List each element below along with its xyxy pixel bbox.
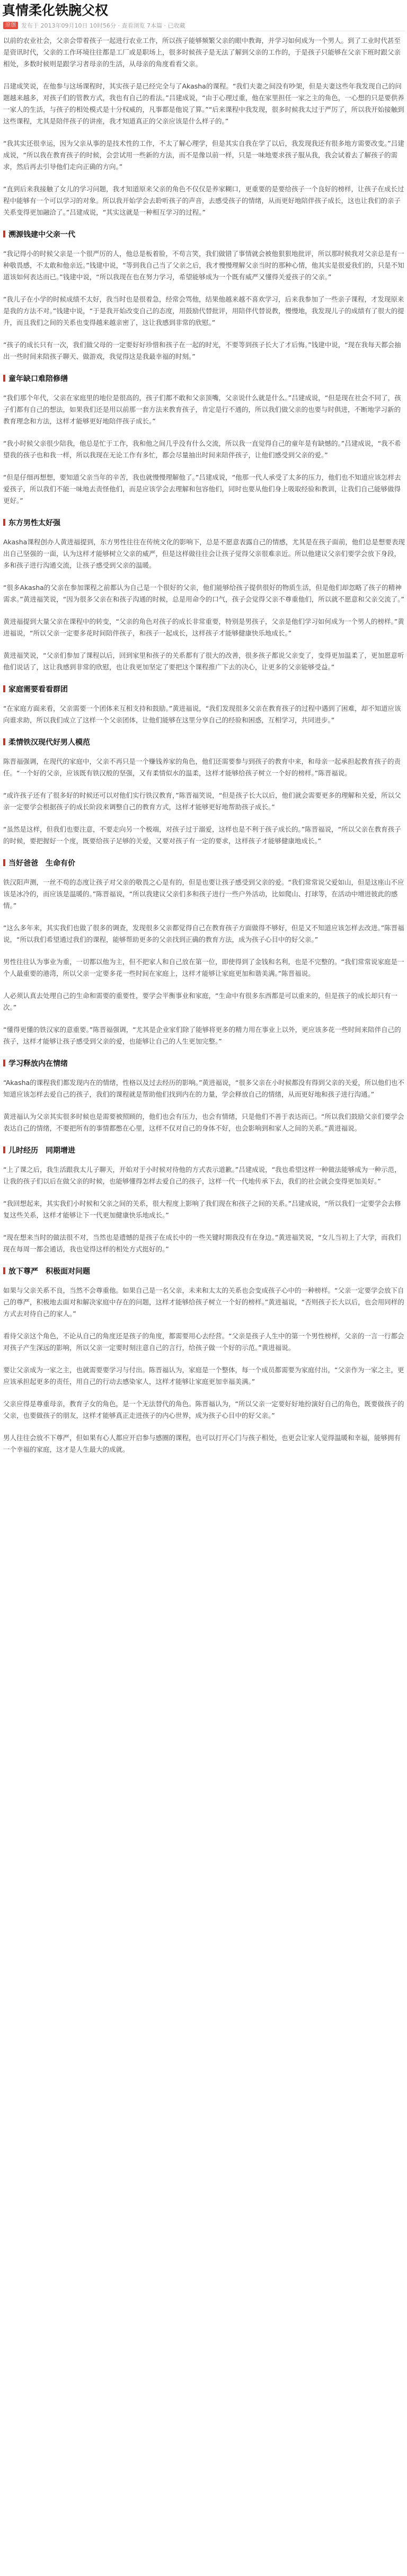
paragraph: 陈晋福强调，在现代的家庭中，父亲不再只是一个赚钱养家的角色，他们还需要参与到孩子的教育中来，和母亲一起承担起教育孩子的责任。“一个好的父亲，应该既有铁汉般的坚强，又有柔情似水的温柔，这样才能够给孩子树立一个好的榜样。”陈晋福说。 (3, 757, 401, 777)
heading-marker (3, 1060, 5, 1066)
paragraph: 以前的农业社会，父亲会带着孩子一起进行农业工作，所以孩子能够频繁父亲的眼中教诲，并学习如何成为一个男人。到了工业时代甚至是资讯时代，父亲的工作环境往往都是工厂或是职场上，很多时候孩子是无法了解到父亲的工作的，于是孩子只能够在父亲下班时跟父亲相处，多数时候则是跟学习者母亲的生活，从母亲的角度看看父亲。 (3, 37, 401, 68)
paragraph: 要让父亲成为一家之主，也就需要要学习与付出。陈晋福认为，家庭是一个整体，每一个成员都需要为家庭付出，“父亲作为一家之主，更应该承担起更多的责任，用自己的行动去感染家人，这样才能够让家庭更加幸福美满。” (3, 1366, 404, 1386)
paragraph: “懂得更懂的铁汉家的意重要。”陈晋福强调，“尤其是企业家们除了能够将更多的精力用在事业上以外，更应该多花一些时间来陪伴自己的孩子，这样才能够让孩子感受到父亲的爱，也能够让自己的人生更加完整。” (3, 1026, 401, 1045)
paragraph: 铁汉阳声测，一丝不苟的态度让孩子对父亲的敬畏之心是有的，但是也要让孩子感受到父亲的爱。“我们常常说父爱如山，但是这座山不应该是冰冷的，而应该是温暖的。”陈晋福说，“所以我建议父亲们多和孩子进行一些户外活动，比如爬山、打球等，在活动中增进彼此的感情。” (3, 878, 404, 910)
paragraph: 如果与父亲关系不良，当然不会尊重他。如果自己是一名父亲，未来和太太的关系也会变成孩子心中的一种榜样。“父亲一定要学会放下自己的尊严，积极地去面对和解决家庭中存在的问题，这样才能够给孩子树立一个好的榜样。”黄进福说，“否则孩子长大以后，也会用同样的方式去对待自己的家人。” (3, 1286, 404, 1318)
paragraph: 男性往往认为事业为重，一切都以他为主，但不把家人和自己放在第一位，即使得到了金钱和名利，也是不完整的。“我们常常说家庭是一个人最重要的港湾，所以父亲一定要多花一些时间在家庭上，这样才能够让家庭更加和谐美满。”陈晋福说。 (3, 958, 404, 977)
section-heading-text: 童年缺口难陪修缮 (8, 375, 68, 383)
paragraph: “我小时候父亲很少陪我，他总是忙于工作，我和他之间几乎没有什么交流，所以我一直觉得自己的童年是有缺憾的。”吕建成说，“我不希望我的孩子也和我一样，所以我现在无论工作有多忙，都会尽量抽出时间来陪伴孩子，让他们感受到父亲的爱。” (3, 439, 401, 459)
paragraph: 吕建成笑说，在他参与这场课程时，其实孩子是已经完全与了Akasha的课程。“我们夫妻之间没有吵架，但是夫妻这些年我发现自己的问题越来越多，对孩子们的管教方式，我也有自己的看法。”吕建成说，“由于心理过重，他在家里担任一家之主的角色，一心想的只是要供养一家人的生活，与孩子的相处模式是十分权威的，凡事都是他说了算。”“后来课程中我发现，很多时候我太过于严厉了，所以我开始接触到这些课程，尤其是陪伴孩子的讲座，我才知道真正的父亲应该是什么样子的。” (3, 82, 404, 125)
paragraph: 黄进福认为父亲其实很多时候也是需要被照顾的，他们也会有压力，也会有情绪，只是他们不善于表达而已。“所以我们鼓励父亲们要学会表达自己的情绪，不要把所有的事情都憋在心里，这样不仅对自己的身体不好，也会影响到和家人之间的关系。”黄进福说。 (3, 1113, 404, 1132)
paragraph: “直到后来我接触了女儿的学习问题，我才知道原来父亲的角色不仅仅是养家糊口，更重要的是要给孩子一个良好的榜样，让孩子在成长过程中能够有一个可以学习的对象。所以我开始学会去聆听孩子的声音，去感受孩子的情绪，从而更好地陪伴孩子成长，这也让我们的亲子关系变得更加融洽了。”吕建成说，“其实这就是一种相互学习的过程。” (3, 185, 404, 216)
paragraph: “上了课之后，我生活跟我太儿子聊天，开始对于小时候对待他的方式表示道歉。”吕建成说，“我也希望这样一种做法能够成为一种示范，让我的孩子们以后在做父亲的时候，也能够懂得怎样去爱自己的孩子，这样一代一代地传承下去，我们的社会就会变得更加美好。” (3, 1166, 401, 1185)
section-heading-text: 当好爸爸 生命有价 (8, 859, 75, 868)
original-badge: 原创 (3, 22, 18, 29)
heading-marker (3, 738, 5, 745)
paragraph: Akasha课程创办人黄进福提到，东方男性往往在传统文化的影响下，总是不愿意表露自己的情感，尤其是在孩子面前，他们总是想要表现出自己坚强的一面，认为这样才能够树立父亲的威严，但是这样做往往会让孩子觉得父亲很难亲近。所以他建议父亲们要学会放下身段，多和孩子进行沟通交流，让孩子感受到父亲的温暖。 (3, 538, 405, 569)
section-heading-text: 放下尊严 积极面对问题 (8, 1267, 90, 1276)
paragraph: “我记得小的时候父亲是一个很严厉的人，他总是板着脸，不苟言笑，我们做错了事情就会被他狠狠地批评，所以那时候我对父亲总是有一种敬畏感，不太敢和他亲近。”钱建中说，“等到我自己当了父亲之后，我才慢慢理解父亲当时的那种心情，他其实是很爱我们的，只是不知道该如何表达而已。”钱建中说，“所以我现在也在努力学习，希望能够成为一个既有威严又懂得关爱孩子的父亲。” (3, 250, 404, 281)
paragraph: “我其实还很幸运，因为父亲从事的是技术性的工作，不太了解心理学，但是其实自我在学了以后，我发现我还有很多地方需要改变。”吕建成说，“所以我在教育孩子的时候，会尝试用一些新的方法，而不是像以前一样，只是一味地要求孩子服从我，我会试着去了解孩子的需求，然后再去引导他们走向正确的方向。” (3, 139, 404, 171)
section-heading (3, 517, 405, 529)
paragraph: “这么多年来，其实我们也做了很多的调查，发现很多父亲都觉得自己在教育孩子方面做得不够好，但是又不知道应该怎样去改进。”陈晋福说，“所以我们希望通过我们的课程，能够帮助更多的父亲找到正确的教育方法，成为孩子心目中的好父亲。” (3, 924, 404, 943)
paragraph: “我们那个年代，父亲在家庭里的地位是很高的，孩子们都不敢和父亲顶嘴，父亲说什么就是什么。”吕建成说，“但是现在社会不同了，孩子们都有自己的想法，如果我们还是用以前那一套方法来教育孩子，肯定是行不通的，所以我们做父亲的也要与时俱进，不断地学习新的教育理念和方法，这样才能够更好地陪伴孩子成长。” (3, 394, 401, 425)
heading-marker (3, 231, 5, 237)
section-heading (3, 684, 405, 695)
paragraph: 人必须认真去处理自己的生命和需要的重要性，要学会平衡事业和家庭，“生命中有很多东西都是可以重来的，但是孩子的成长却只有一次。” (3, 992, 397, 1011)
section-heading-text: 学习释放内在情绪 (8, 1060, 68, 1068)
section-heading (3, 858, 405, 869)
section-heading (3, 737, 405, 748)
section-heading-text: 家庭需要看看群团 (8, 685, 68, 694)
meta-text: 发布于 2013年09月10日 10时56分 · 查看浏览 7本篇 · 已收藏 (21, 22, 185, 29)
paragraph: “我回想起来，其实我们小时候和父亲之间的关系，很大程度上影响了我们现在和孩子之间的关系。”吕建成说，“所以我们一定要学会去修复这些关系，这样才能够让下一代更加健康快乐地成长。” (3, 1199, 401, 1219)
paragraph: “孩子的成长只有一次，我们做父母的一定要好好珍惜和孩子在一起的时光，不要等到孩子长大了才后悔。”钱建中说，“现在我每天都会抽出一些时间来陪孩子聊天、做游戏，我觉得这是我最幸福的时刻。” (3, 341, 401, 360)
paragraph: “但是仔细再想想，要知道父亲当年的辛苦，我也就慢慢理解他了。”吕建成说，“他那一代人承受了太多的压力，他们也不知道应该怎样去爱孩子，所以我们不能一味地去责怪他们，而是应该学会去理解和包容他们，同时也要从他们身上吸取经验和教训，让我们自己能够做得更好。” (3, 473, 401, 505)
section-heading (3, 1266, 405, 1277)
article-body (3, 35, 405, 1466)
paragraph: 看待父亲这个角色，不论从自己的角度还是孩子的角度，都需要用心去经营。“父亲是孩子人生中的第一个男性榜样，父亲的一言一行都会对孩子产生深远的影响，所以父亲一定要时刻注意自己的言行，给孩子做一个好的示范。”黄进福说。 (3, 1332, 404, 1352)
section-heading-text: 儿时经历 同期增进 (8, 1146, 75, 1155)
paragraph: 男人往往会放不下尊严，但如果有心人都应开启参与感圈的课程，也可以打开心门与孩子相处，也更会让家人觉得温暖和幸福，能够拥有一个幸福的家庭，这才是人生最大的成就。 (3, 1434, 401, 1453)
article-meta (3, 21, 185, 30)
heading-marker (3, 375, 5, 382)
section-heading (3, 1058, 405, 1070)
paragraph: 父亲应得是尊重母亲，教育子女的角色，是一个无法替代的角色。陈晋福认为，“所以父亲一定要好好地扮演好自己的角色，既要做孩子的父亲，也要做孩子的朋友，这样才能够真正走进孩子的内心世界，成为孩子心目中的好父亲。” (3, 1400, 404, 1419)
paragraph: “Akasha的课程我们都发现内在的情绪，性格以及过去经历的影响。”黄进福说，“很多父亲在小时候都没有得到父亲的关爱，所以他们也不知道应该怎样去爱自己的孩子，我们的课程就是帮助他们找到内在的力量，学会释放自己的情绪，从而更好地和孩子进行沟通。” (3, 1079, 404, 1098)
section-heading-text: 溯源钱建中父亲一代 (8, 231, 75, 239)
section-heading (3, 1145, 405, 1157)
heading-marker (3, 1146, 5, 1153)
paragraph: “很多Akasha的父亲在参加课程之前都认为自己是一个很好的父亲，他们能够给孩子提供很好的物质生活，但是他们却忽略了孩子的精神需求。”黄进福笑说，“因为很多父亲在和孩子沟通的时候，总是用命令的口气，孩子会觉得父亲不尊重他们，所以就不愿意和父亲交流了。” (3, 584, 404, 603)
section-heading (3, 229, 405, 241)
paragraph: “或许孩子还有了很多好的时候还可以对他们实行铁汉教育，”陈晋福笑说，“但是孩子长大以后，他们就会需要更多的理解和关爱，所以父亲一定要学会根据孩子的成长阶段来调整自己的教育方式，这样才能够更好地帮助孩子成长。” (3, 791, 401, 811)
paragraph: “现在想来当时的做法很不对，当然也是遗憾的是孩子在成长中的一些关键时期我没有在身边。”黄进福笑说，“女儿当初上了大学，而我们现在每周一都会通话，我也觉得这样的相处方式挺好的。” (3, 1233, 401, 1253)
section-heading (3, 373, 405, 385)
paragraph: 黄进福笑说，“父亲们参加了课程以后，回到家里和孩子的关系都有了很大的改善，很多孩子都说父亲变了，变得更加温柔了，更加愿意听他们说话了，这让我感到非常的欣慰，也让我更加坚定了要把这个课程推广下去的决心，让更多的父亲能够受益。” (3, 651, 404, 671)
heading-marker (3, 1267, 5, 1274)
heading-marker (3, 859, 5, 866)
heading-marker (3, 519, 5, 526)
paragraph: “我儿子在小学的时候成绩不太好，我当时也是很着急，经常会骂他，结果他越来越不喜欢学习，后来我参加了一些亲子课程，才发现原来是我的方法不对。”钱建中说，“于是我开始改变自己的态度，用鼓励代替批评，用陪伴代替说教，慢慢地，我发现儿子的成绩有了很大的提升，而且我们之间的关系也变得越来越亲密了，这让我感到非常的欣慰。” (3, 295, 404, 327)
heading-marker (3, 685, 5, 692)
paragraph: “在家庭方面来看，父亲需要一个团体来互相支持和鼓励。”黄进福说，“我们发现很多父亲在教育孩子的过程中遇到了困难，却不知道应该向谁求助，所以我们成立了这样一个父亲团体，让他们能够在这里分享自己的经验和困惑，互相学习，共同进步。” (3, 704, 401, 724)
section-heading-text: 东方男性太好强 (8, 519, 60, 527)
paragraph: “虽然是这样，但我们也要注意，不要走向另一个极端，对孩子过于溺爱，这样也是不利于孩子成长的。”陈晋福说，“所以父亲在教育孩子的时候，要把握好一个度，既要给孩子足够的关爱，又要对孩子有一定的要求，这样孩子才能够健康地成长。” (3, 825, 401, 845)
page-title: 真情柔化铁腕父权 (2, 3, 109, 18)
paragraph: 黄进福提到大量父亲在课程中的转变，“父亲的角色对孩子的成长非常重要，特别是男孩子，父亲是他们学习如何成为一个男人的榜样。”黄进福说，“所以父亲一定要多花时间陪伴孩子，和孩子一起成长，这样孩子才能够健康快乐地成长。” (3, 617, 404, 637)
section-heading-text: 柔情铁汉现代好男人模范 (8, 738, 90, 747)
